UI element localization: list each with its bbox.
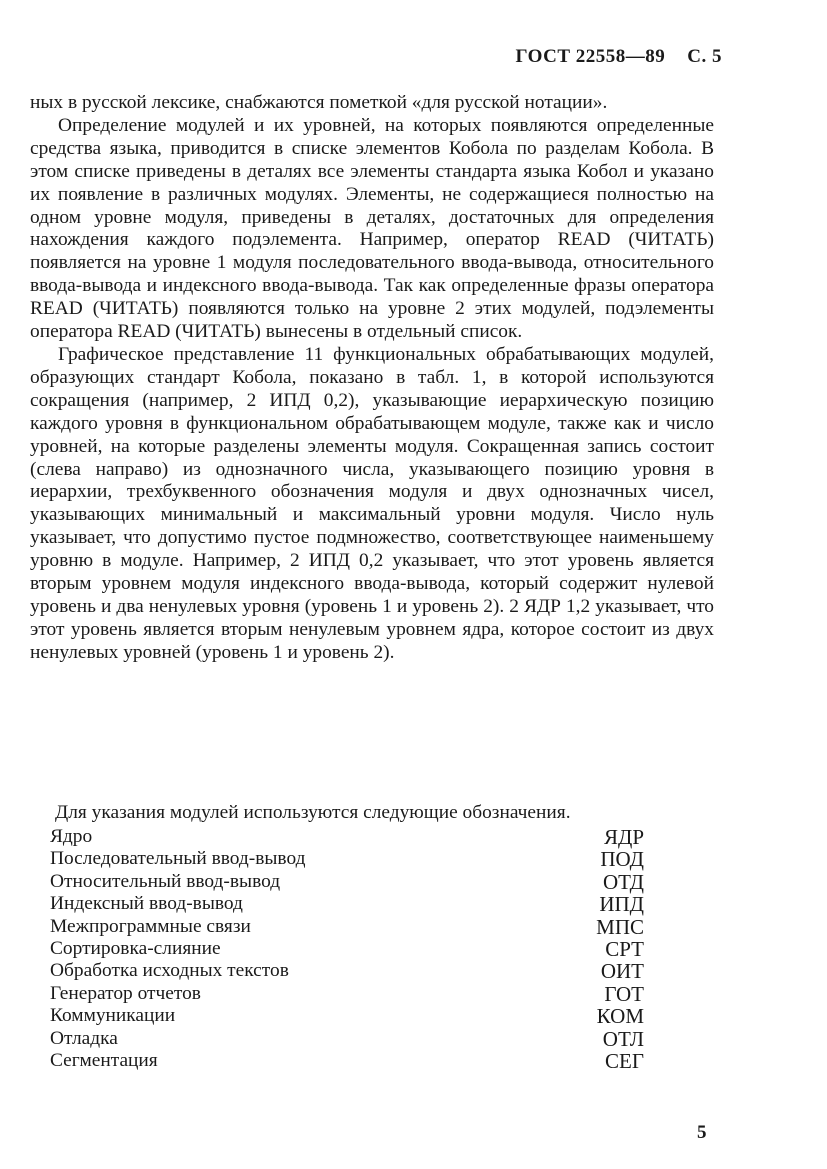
paragraph-continuation: ных в русской лексике, снабжаются пометкой «для русской нотации». <box>30 92 608 113</box>
module-name: Коммуникации <box>50 1005 176 1027</box>
standard-number: ГОСТ 22558—89 <box>515 46 666 67</box>
module-row <box>50 983 644 1005</box>
module-row <box>50 1050 644 1072</box>
page-number: 5 <box>697 1122 707 1143</box>
module-code: МПС <box>596 914 644 939</box>
module-row <box>50 871 644 893</box>
module-list <box>50 826 644 1072</box>
module-code: ОТД <box>603 869 644 894</box>
module-code: КОМ <box>596 1004 644 1029</box>
page-header <box>515 46 722 68</box>
module-name: Генератор отчетов <box>50 982 201 1004</box>
modules-intro: Для указания модулей используются следующие обозначения. <box>55 802 571 823</box>
paragraph-graphic-representation: Графическое представление 11 функциональных обрабатывающих модулей, образующих стандарт Кобола, показано в табл. 1, в которой используются сокращения (например, 2 ИПД 0,2), указывающие иерархическую позицию каждого уровня в функциональном обрабатывающем модуле, также как и число уровней, на которые разделены элементы модуля. Сокращенная запись состоит (слева направо) из однозначного числа, указывающего позицию уровня в иерархии, трехбуквенного обозначения модуля и двух однозначных чисел, указывающих минимальный и максимальный уровни модуля. Число нуль указывает, что допустимо пустое подмножество, соответствующее наименьшему уровню в модуле. Например, 2 ИПД 0,2 указывает, что этот уровень является вторым уровнем модуля индексного ввода-вывода, который содержит нулевой уровень и два ненулевых уровня (уровень 1 и уровень 2). 2 ЯДР 1,2 указывает, что этот уровень является вторым ненулевым уровнем ядра, которое состоит из двух ненулевых уровней (уровень 1 и уровень 2). <box>30 343 714 663</box>
module-code: ОТЛ <box>602 1026 644 1051</box>
module-row <box>50 1028 644 1050</box>
module-name: Межпрограммные связи <box>50 915 251 937</box>
module-code: ПОД <box>600 847 644 872</box>
paragraph-modules-definition: Определение модулей и их уровней, на которых появляются определенные средства языка, приводится в списке элементов Кобола по разделам Кобола. В этом списке приведены в деталях все элементы стандарта языка Кобол и указано их появление в различных модулях. Элементы, не содержащиеся полностью на одном уровне модуля, приведены в деталях, достаточных для определения нахождения каждого подэлемента. Например, оператор READ (ЧИТАТЬ) появляется на уровне 1 модуля последовательного ввода-вывода, относительного ввода-вывода и индексного ввода-вывода. Так как определенные фразы оператора READ (ЧИТАТЬ) появляются только на уровне 2 этих модулей, подэлементы оператора READ (ЧИТАТЬ) вынесены в отдельный список. <box>30 114 714 343</box>
module-code: СЕГ <box>605 1049 644 1074</box>
module-row <box>50 960 644 982</box>
module-name: Обработка исходных текстов <box>50 960 289 982</box>
module-row <box>50 848 644 870</box>
module-row <box>50 916 644 938</box>
module-row <box>50 938 644 960</box>
module-name: Сортировка-слияние <box>50 938 221 960</box>
module-code: ЯДР <box>603 825 644 849</box>
module-name: Отладка <box>50 1027 118 1049</box>
module-name: Последовательный ввод-вывод <box>50 848 306 870</box>
header-page-number: С. 5 <box>687 46 722 67</box>
module-row <box>50 893 644 915</box>
module-name: Сегментация <box>50 1050 158 1072</box>
module-code: СРТ <box>605 937 644 962</box>
body-text <box>30 92 714 665</box>
module-code: ГОТ <box>604 981 644 1006</box>
module-code: ОИТ <box>600 959 644 984</box>
module-name: Относительный ввод-вывод <box>50 870 281 892</box>
module-name: Ядро <box>50 826 93 847</box>
module-row <box>50 1005 644 1027</box>
module-row <box>50 826 644 848</box>
module-name: Индексный ввод-вывод <box>50 893 243 915</box>
module-code: ИПД <box>599 892 644 917</box>
